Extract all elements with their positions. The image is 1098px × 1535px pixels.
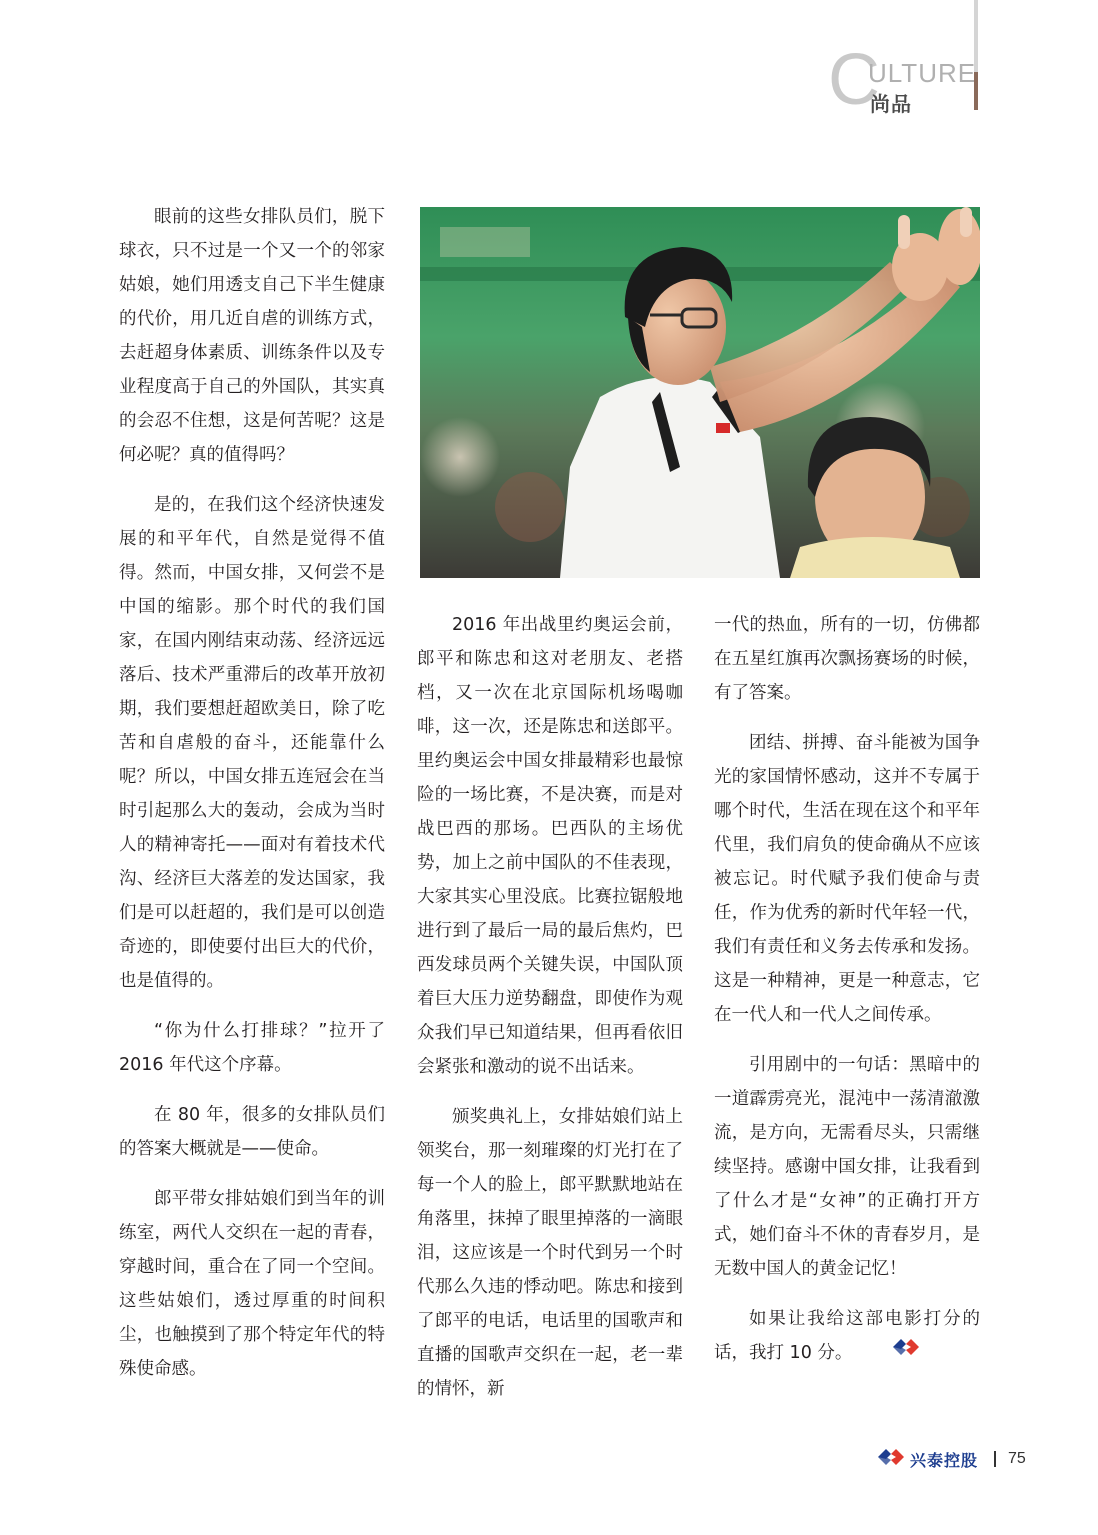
footer-separator [994, 1451, 996, 1467]
xingtai-logo-icon [876, 1447, 906, 1471]
paragraph: 郎平带女排姑娘们到当年的训练室，两代人交织在一起的青春，穿越时间，重合在了同一个空间。这些姑娘们，透过厚重的时间积尘，也触摸到了那个特定年代的特殊使命感。 [119, 1189, 385, 1379]
xingtai-logo-icon [856, 1336, 921, 1370]
paragraph: 团结、拼搏、奋斗能被为国争光的家国情怀感动，这并不专属于哪个时代，生活在现在这个和平年代里，我们肩负的使命确从不应该被忘记。时代赋予我们使命与责任，作为优秀的新时代年轻一代，我们有责任和义务去传承和发扬。这是一种精神，更是一种意志，它在一代人和一代人之间传承。 [714, 733, 980, 1025]
final-sentence: 如果让我给这部电影打分的话，我打 10 分。 [714, 1309, 980, 1363]
text-column-1 [119, 200, 385, 1402]
section-title-cn: 尚品 [870, 92, 912, 116]
page-number: 75 [1008, 1450, 1026, 1467]
paragraph-continuation: 一代的热血，所有的一切，仿佛都在五星红旗再次飘扬赛场的时候，有了答案。 [714, 615, 980, 703]
paragraph: 引用剧中的一句话：黑暗中的一道霹雳亮光，混沌中一荡清澈激流，是方向，无需看尽头，只需继续坚持。感谢中国女排，让我看到了什么才是“女神”的正确打开方式，她们奋斗不休的青春岁月，是无数中国人的黄金记忆！ [714, 1055, 980, 1279]
paragraph: 是的，在我们这个经济快速发展的和平年代，自然是觉得不值得。然而，中国女排，又何尝不是中国的缩影。那个时代的我们国家，在国内刚结束动荡、经济远远落后、技术严重滞后的改革开放初期，我们要想赶超欧美日，除了吃苦和自虐般的奋斗，还能靠什么呢？所以，中国女排五连冠会在当时引起那么大的轰动，会成为当时人的精神寄托——面对有着技术代沟、经济巨大落差的发达国家，我们是可以赶超的，我们是可以创造奇迹的，即使要付出巨大的代价，也是值得的。 [119, 495, 385, 991]
footer-brand-name: 兴泰控股 [910, 1450, 979, 1470]
paragraph: 在 80 年，很多的女排队员们的答案大概就是——使命。 [119, 1105, 385, 1159]
volleyball-coach-photo [420, 207, 980, 578]
section-title: ULTURE [868, 58, 977, 88]
page-footer [876, 1444, 1026, 1474]
paragraph: 2016 年出战里约奥运会前，郎平和陈忠和这对老朋友、老搭档，又一次在北京国际机场喝咖啡，这一次，还是陈忠和送郎平。里约奥运会中国女排最精彩也最惊险的一场比赛，不是决赛，而是对战巴西的那场。巴西队的主场优势，加上之前中国队的不佳表现，大家其实心里没底。比赛拉锯般地进行到了最后一局的最后焦灼，巴西发球员两个关键失误，中国队顶着巨大压力逆势翻盘，即使作为观众我们早已知道结果，但再看依旧会紧张和激动的说不出话来。 [417, 615, 683, 1077]
text-column-3 [714, 608, 980, 1386]
paragraph-final [714, 1302, 980, 1370]
section-initial: C [828, 40, 880, 120]
text-column-2 [417, 608, 683, 1422]
paragraph: “你为什么打排球？”拉开了 2016 年代这个序幕。 [119, 1021, 385, 1075]
paragraph: 颁奖典礼上，女排姑娘们站上领奖台，那一刻璀璨的灯光打在了每一个人的脸上，郎平默默地站在角落里，抹掉了眼里掉落的一滴眼泪，这应该是一个时代到另一个时代那么久违的悸动吧。陈忠和接到了郎平的电话，电话里的国歌声和直播的国歌声交织在一起，老一辈的情怀，新 [417, 1107, 683, 1399]
paragraph: 眼前的这些女排队员们，脱下球衣，只不过是一个又一个的邻家姑娘，她们用透支自己下半生健康的代价，用几近自虐的训练方式，去赶超身体素质、训练条件以及专业程度高于自己的外国队，其实真的会忍不住想，这是何苦呢？这是何必呢？真的值得吗？ [119, 207, 385, 465]
